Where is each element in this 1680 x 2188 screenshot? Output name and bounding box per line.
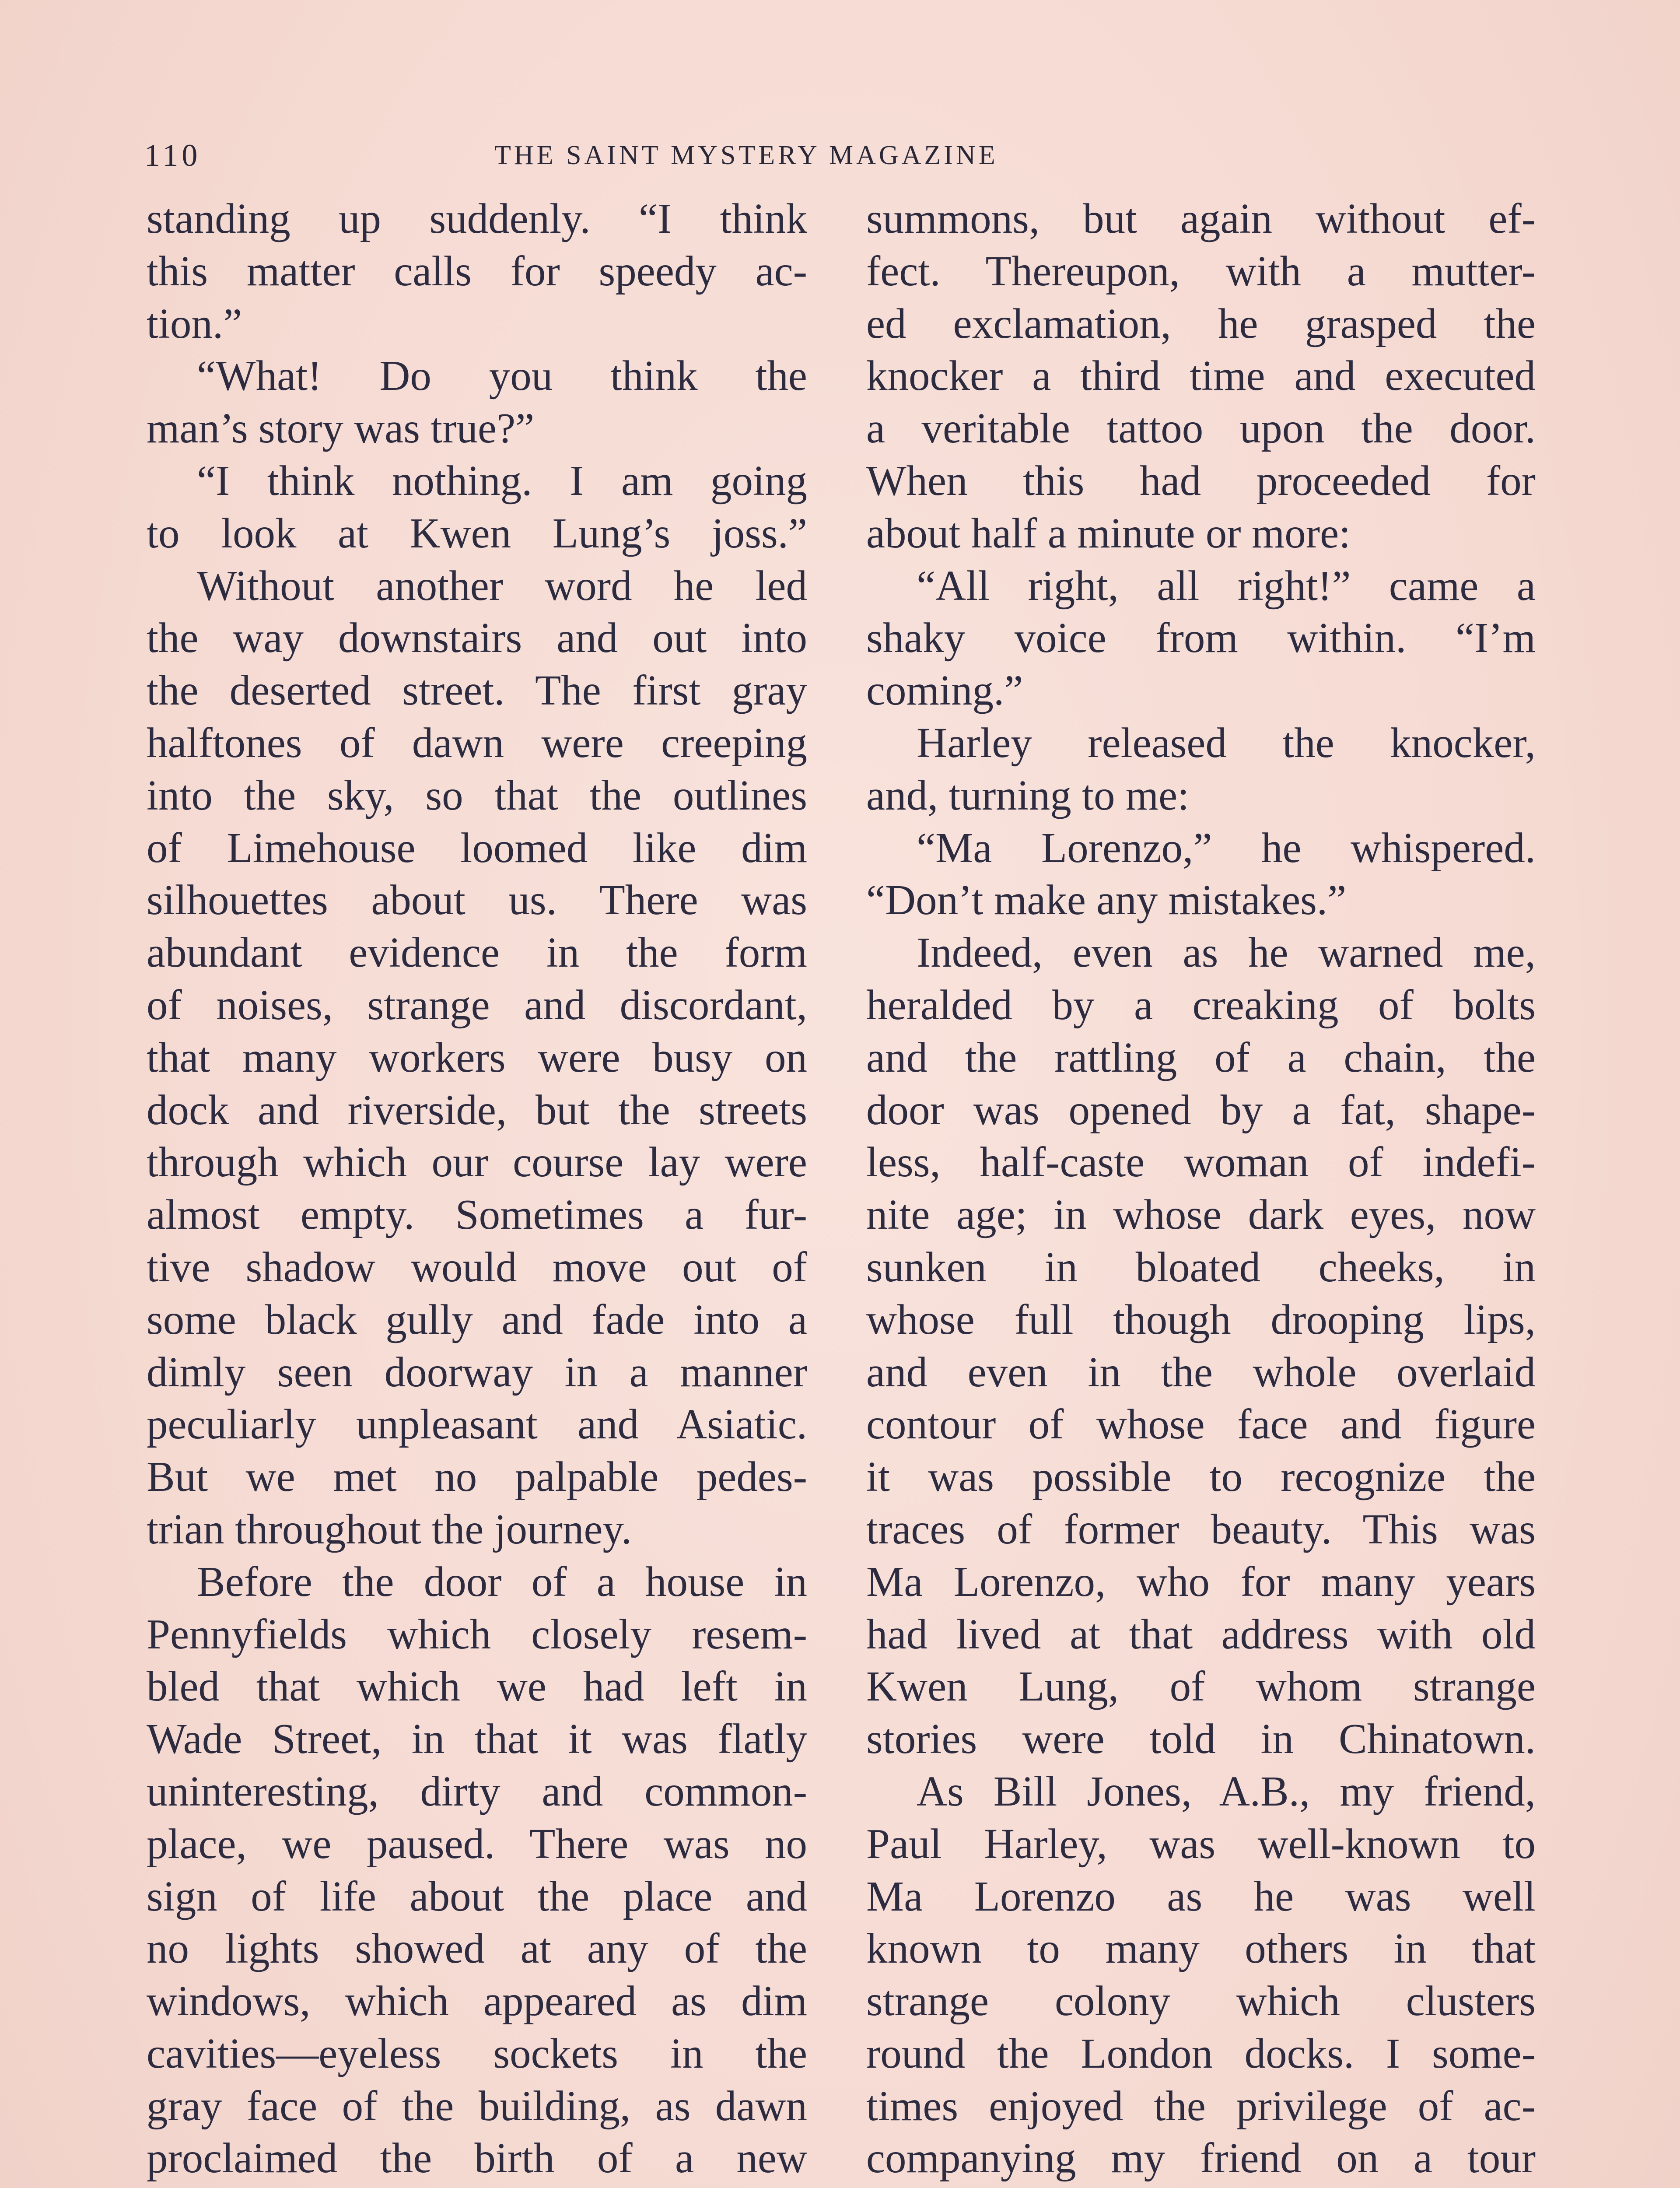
text-line: heralded by a creaking of bolts [866,981,1536,1028]
text-line: “All right, all right!” came a [917,562,1536,609]
text-line [866,2184,1536,2188]
text-line [147,2184,807,2188]
text-line: bled that which we had left in [147,1663,807,1710]
text-line: of noises, strange and discordant, [147,981,807,1028]
text-line: trian throughout the journey. [147,1505,632,1553]
text-line: Ma Lorenzo, who for many years [866,1558,1536,1605]
text-line: “Don’t make any mistakes.” [866,877,1347,924]
text-line: standing up suddenly. “I think [147,195,807,242]
text-line: sunken in bloated cheeks, in [866,1243,1536,1290]
text-line: dock and riverside, but the streets [147,1086,807,1133]
text-line: into the sky, so that the outlines [147,771,807,819]
text-line: ed exclamation, he grasped the [866,300,1536,347]
text-line: a veritable tattoo upon the door. [866,405,1536,452]
text-line: no lights showed at any of the [147,1925,807,1972]
text-line: the deserted street. The first gray [147,667,807,714]
text-line: sign of life about the place and [147,1872,807,1920]
text-column-left [147,193,807,2188]
page-number: 110 [144,138,201,173]
text-line: Before the door of a house in [197,1558,807,1605]
text-line: “Ma Lorenzo,” he whispered. [917,824,1536,871]
text-line: Harley released the knocker, [917,719,1536,766]
text-line: door was opened by a fat, shape- [866,1086,1536,1133]
text-line: stories were told in Chinatown. [866,1715,1536,1763]
text-line: and the rattling of a chain, the [866,1034,1536,1081]
text-line: some black gully and fade into a [147,1296,807,1343]
text-line: gray face of the building, as dawn [147,2082,807,2129]
text-line: “I think nothing. I am going [197,457,807,504]
text-line: Pennyfields which closely resem- [147,1610,807,1658]
text-line: less, half-caste woman of indefi- [866,1139,1536,1186]
text-line: Indeed, even as he warned me, [917,929,1536,976]
text-line: fect. Thereupon, with a mutter- [866,247,1536,295]
text-line: place, we paused. There was no [147,1820,807,1867]
text-line: abundant evidence in the form [147,929,807,976]
text-line: peculiarly unpleasant and Asiatic. [147,1401,807,1448]
text-line: uninteresting, dirty and common- [147,1767,807,1815]
text-line: round the London docks. I some- [866,2030,1536,2077]
text-line: silhouettes about us. There was [147,877,807,924]
text-line: Wade Street, in that it was flatly [147,1715,807,1763]
text-line: cavities—eyeless sockets in the [147,2030,807,2077]
text-line: halftones of dawn were creeping [147,719,807,766]
text-line: man’s story was true?” [147,405,535,452]
text-line: As Bill Jones, A.B., my friend, [917,1767,1536,1815]
text-line: “What! Do you think the [197,352,807,400]
text-line: windows, which appeared as dim [147,1978,807,2025]
text-line: Ma Lorenzo as he was well [866,1872,1536,1920]
text-line: known to many others in that [866,1925,1536,1972]
text-line: proclaimed the birth of a new [147,2135,807,2182]
text-line: this matter calls for speedy ac- [147,247,807,295]
text-line: shaky voice from within. “I’m [866,614,1536,662]
text-line: times enjoyed the privilege of ac- [866,2082,1536,2129]
text-line: tive shadow would move out of [147,1243,807,1290]
text-line: But we met no palpable pedes- [147,1453,807,1501]
text-line: whose full though drooping lips, [866,1296,1536,1343]
text-line: of Limehouse loomed like dim [147,824,807,871]
text-line: and, turning to me: [866,771,1190,819]
text-line: tion.” [147,300,242,347]
text-line: and even in the whole overlaid [866,1348,1536,1396]
text-line: contour of whose face and figure [866,1401,1536,1448]
running-head [144,129,1536,182]
magazine-title: THE SAINT MYSTERY MAGAZINE [494,140,998,170]
text-line: almost empty. Sometimes a fur- [147,1191,807,1238]
text-line: through which our course lay were [147,1139,807,1186]
text-line: traces of former beauty. This was [866,1505,1536,1553]
text-line: coming.” [866,667,1023,714]
text-line: When this had proceeded for [866,457,1536,504]
text-line: companying my friend on a tour [866,2135,1536,2182]
text-line: that many workers were busy on [147,1034,807,1081]
text-line: it was possible to recognize the [866,1453,1536,1501]
text-line: nite age; in whose dark eyes, now [866,1191,1536,1238]
text-line: Without another word he led [197,562,807,609]
text-line: dimly seen doorway in a manner [147,1348,807,1396]
text-line: summons, but again without ef- [866,195,1536,242]
text-line: strange colony which clusters [866,1978,1536,2025]
text-column-right [866,193,1536,2188]
text-line: about half a minute or more: [866,509,1351,557]
text-line: the way downstairs and out into [147,614,807,662]
text-line: to look at Kwen Lung’s joss.” [147,509,807,557]
text-line: knocker a third time and executed [866,352,1536,400]
text-line: had lived at that address with old [866,1610,1536,1658]
text-line: Kwen Lung, of whom strange [866,1663,1536,1710]
text-line: Paul Harley, was well-known to [866,1820,1536,1867]
